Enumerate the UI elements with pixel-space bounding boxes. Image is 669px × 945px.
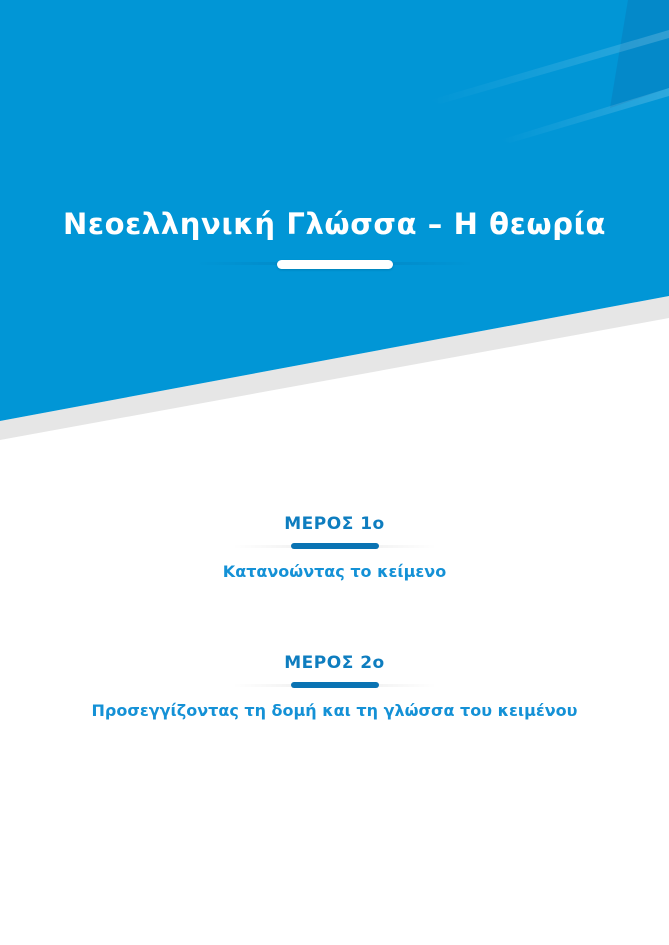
cover-title: Νεοελληνική Γλώσσα – Η θεωρία	[62, 207, 607, 241]
part-2-divider-bar	[291, 682, 379, 688]
part-1-divider-bar	[291, 543, 379, 549]
part-2-label: ΜΕΡΟΣ 2ο	[284, 653, 385, 673]
part-1-subtitle: Κατανοώντας το κείμενο	[222, 562, 447, 581]
part-2-divider	[0, 680, 669, 692]
part-1-divider	[0, 541, 669, 553]
part-2-subtitle: Προσεγγίζοντας τη δομή και τη γλώσσα του κειμένου	[91, 701, 578, 720]
part-1-section	[0, 512, 669, 583]
title-underline	[277, 260, 393, 269]
part-2-section	[0, 651, 669, 722]
part-1-label: ΜΕΡΟΣ 1ο	[284, 514, 385, 534]
